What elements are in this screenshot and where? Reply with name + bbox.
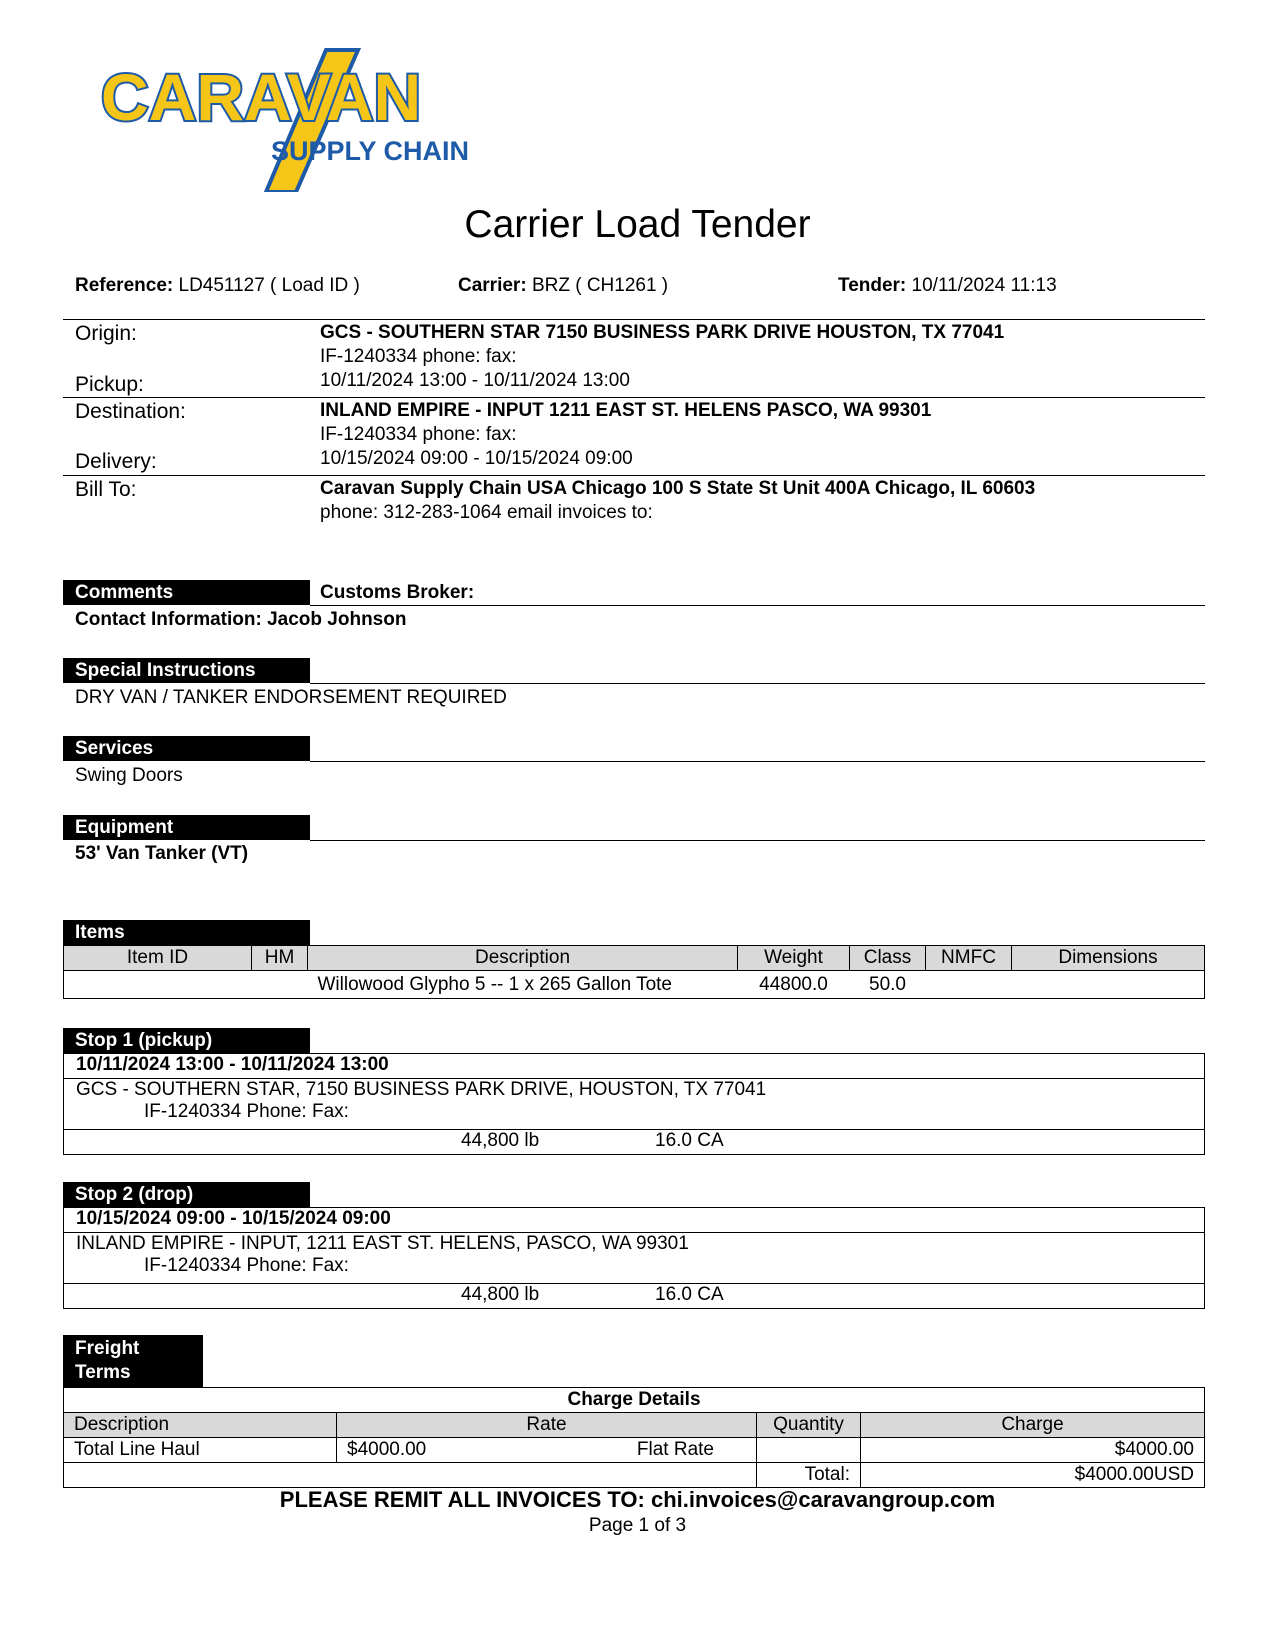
col-quantity: Quantity: [757, 1413, 861, 1438]
items-table: [63, 945, 1205, 999]
col-charge-description: Description: [64, 1413, 337, 1438]
items-header-row: [64, 946, 1205, 971]
contact-information: Contact Information: Jacob Johnson: [75, 609, 407, 630]
freight-terms-line1: Freight: [75, 1338, 140, 1359]
remit-notice: PLEASE REMIT ALL INVOICES TO: chi.invoices@caravangroup.com: [279, 1487, 996, 1512]
col-description: Description: [308, 946, 738, 971]
tender-field: [838, 275, 1057, 297]
charge-table: [63, 1387, 1205, 1488]
charge-rate-type: Flat Rate: [636, 1439, 714, 1460]
reference-label: Reference:: [75, 275, 174, 296]
stop2-contact: IF-1240334 Phone: Fax:: [144, 1255, 349, 1276]
stop2-totals: [64, 1284, 1204, 1308]
col-rate: Rate: [337, 1413, 757, 1438]
carrier-value: BRZ ( CH1261 ): [531, 275, 669, 296]
item-nmfc-cell: [926, 971, 1012, 999]
bill-to-address: Caravan Supply Chain USA Chicago 100 S State St Unit 400A Chicago, IL 60603: [320, 478, 1036, 499]
col-charge: Charge: [861, 1413, 1205, 1438]
services-header: Services: [63, 736, 310, 761]
stop1-location: [64, 1079, 1204, 1130]
destination-address: INLAND EMPIRE - INPUT 1211 EAST ST. HELENS PASCO, WA 99301: [320, 400, 932, 421]
section-rule: [310, 840, 1205, 841]
bill-to-contact: phone: 312-283-1064 email invoices to:: [320, 502, 653, 523]
item-class-cell: 50.0: [850, 971, 926, 999]
section-rule: [310, 761, 1205, 762]
caravan-logo: [96, 42, 476, 192]
carrier-label: Carrier:: [458, 275, 527, 296]
freight-terms-line2: Terms: [75, 1362, 131, 1383]
stop2-address: INLAND EMPIRE - INPUT, 1211 EAST ST. HELENS, PASCO, WA 99301: [76, 1233, 689, 1254]
delivery-window: 10/15/2024 09:00 - 10/15/2024 09:00: [320, 448, 633, 469]
stop1-header: Stop 1 (pickup): [63, 1028, 310, 1053]
total-value: $4000.00USD: [861, 1463, 1205, 1488]
page-title: Carrier Load Tender: [464, 203, 811, 246]
stop1-window: 10/11/2024 13:00 - 10/11/2024 13:00: [64, 1054, 1204, 1079]
charge-description-cell: Total Line Haul: [64, 1438, 337, 1463]
customs-broker-label: Customs Broker:: [320, 582, 475, 603]
pickup-window: 10/11/2024 13:00 - 10/11/2024 13:00: [320, 370, 630, 391]
charge-rate-cell: [337, 1438, 757, 1463]
stop1-totals: [64, 1130, 1204, 1154]
stop2-box: [63, 1207, 1205, 1309]
col-dimensions: Dimensions: [1012, 946, 1205, 971]
divider: [63, 475, 1205, 476]
carrier-field: [458, 275, 668, 297]
logo-tagline: SUPPLY CHAIN: [271, 136, 470, 166]
freight-terms-header: [63, 1335, 203, 1387]
tender-label: Tender:: [838, 275, 907, 296]
charge-header-row: [64, 1413, 1205, 1438]
total-spacer: [64, 1463, 757, 1488]
total-label: Total:: [757, 1463, 861, 1488]
delivery-label: Delivery:: [75, 450, 157, 473]
divider: [63, 397, 1205, 398]
charge-details-title: Charge Details: [64, 1388, 1205, 1413]
equipment-header: Equipment: [63, 815, 310, 840]
col-weight: Weight: [738, 946, 850, 971]
item-description-cell: Willowood Glypho 5 -- 1 x 265 Gallon Tote: [308, 971, 738, 999]
charge-rate: $4000.00: [347, 1439, 427, 1460]
divider: [63, 319, 1205, 320]
col-class: Class: [850, 946, 926, 971]
equipment-text: 53' Van Tanker (VT): [75, 843, 249, 864]
table-row: [64, 1438, 1205, 1463]
charge-quantity-cell: [757, 1438, 861, 1463]
section-rule: [310, 605, 1205, 606]
bill-to-label: Bill To:: [75, 478, 137, 501]
table-row: [64, 971, 1205, 999]
section-rule: [310, 683, 1205, 684]
stop1-volume: 16.0 CA: [655, 1130, 724, 1151]
charge-details-row: [64, 1388, 1205, 1413]
stop2-volume: 16.0 CA: [655, 1284, 724, 1305]
origin-address: GCS - SOUTHERN STAR 7150 BUSINESS PARK DRIVE HOUSTON, TX 77041: [320, 322, 1005, 343]
col-hm: HM: [252, 946, 308, 971]
charge-amount-cell: $4000.00: [861, 1438, 1205, 1463]
pickup-label: Pickup:: [75, 373, 144, 396]
tender-value: 10/11/2024 11:13: [911, 275, 1057, 296]
stop1-weight: 44,800 lb: [461, 1130, 540, 1151]
destination-label: Destination:: [75, 400, 186, 423]
comments-header: Comments: [63, 580, 310, 605]
item-weight-cell: 44800.0: [738, 971, 850, 999]
destination-contact: IF-1240334 phone: fax:: [320, 424, 517, 445]
stop1-box: [63, 1053, 1205, 1155]
special-instructions-header: Special Instructions: [63, 658, 310, 683]
col-item-id: Item ID: [64, 946, 252, 971]
special-instructions-text: DRY VAN / TANKER ENDORSEMENT REQUIRED: [75, 687, 507, 708]
services-text: Swing Doors: [75, 765, 183, 786]
stop2-window: 10/15/2024 09:00 - 10/15/2024 09:00: [64, 1208, 1204, 1233]
stop2-location: [64, 1233, 1204, 1284]
col-nmfc: NMFC: [926, 946, 1012, 971]
stop1-address: GCS - SOUTHERN STAR, 7150 BUSINESS PARK DRIVE, HOUSTON, TX 77041: [76, 1079, 767, 1100]
total-row: [64, 1463, 1205, 1488]
reference-field: [75, 275, 360, 297]
origin-contact: IF-1240334 phone: fax:: [320, 346, 517, 367]
items-header: Items: [63, 920, 310, 945]
page-number: Page 1 of 3: [588, 1515, 687, 1536]
item-dimensions-cell: [1012, 971, 1205, 999]
stop1-contact: IF-1240334 Phone: Fax:: [144, 1101, 349, 1122]
logo-wordmark: CARAVAN: [101, 60, 422, 134]
stop2-weight: 44,800 lb: [461, 1284, 540, 1305]
origin-label: Origin:: [75, 322, 137, 345]
item-id-cell: [64, 971, 308, 999]
stop2-header: Stop 2 (drop): [63, 1182, 310, 1207]
reference-value: LD451127 ( Load ID ): [178, 275, 360, 296]
